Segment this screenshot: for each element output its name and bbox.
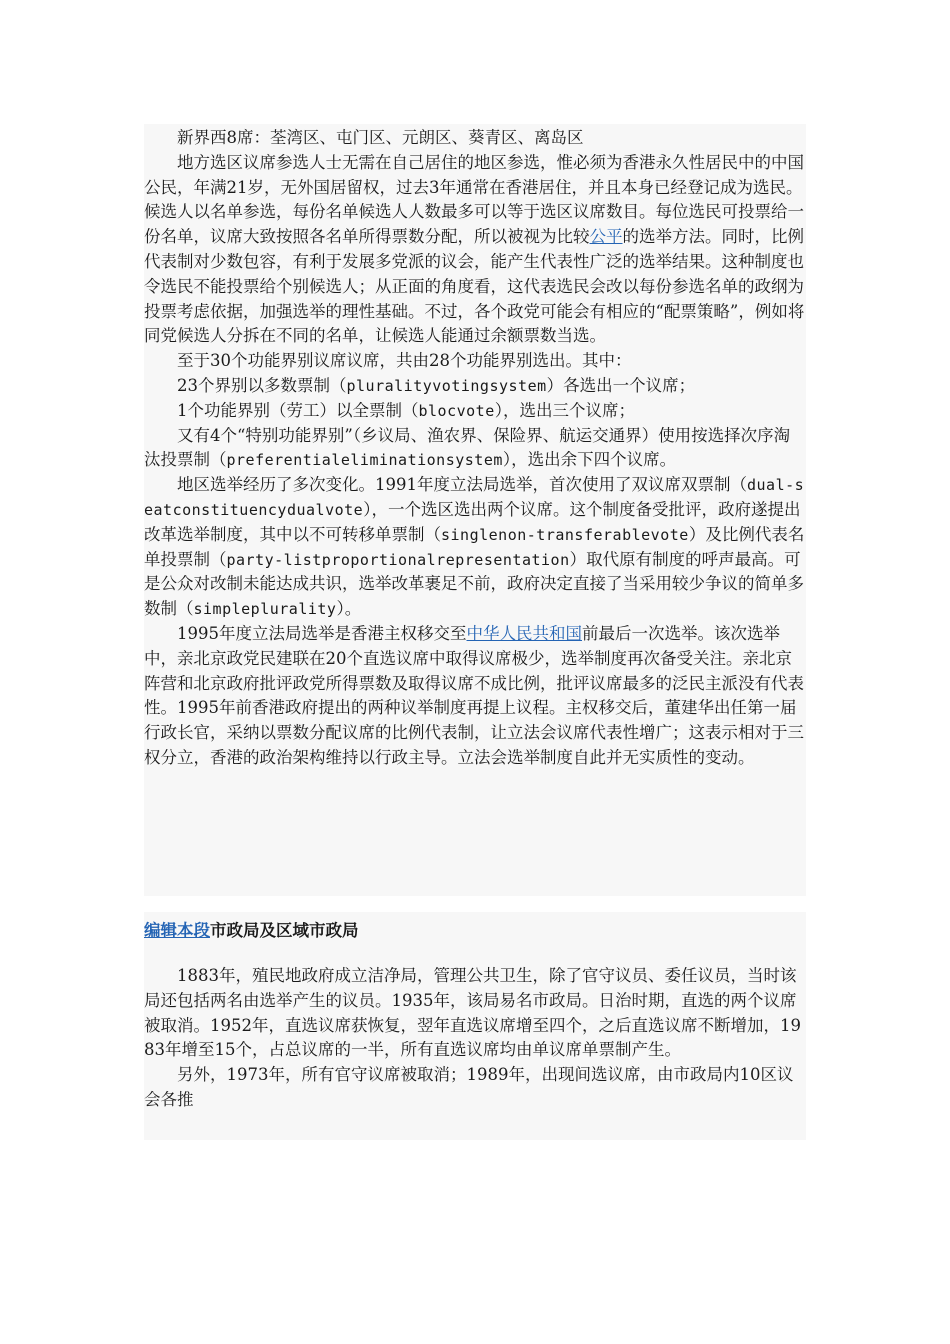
term-preferential: preferentialeliminationsystem	[226, 451, 503, 470]
paragraph-functional-intro: 至于30个功能界别议席议席，共由28个功能界别选出。其中：	[177, 351, 632, 371]
text-run: ）及比例代表名单投票制（	[144, 524, 805, 569]
term-simple-plurality: simpleplurality	[193, 600, 337, 619]
paragraph-1995-election	[144, 622, 806, 771]
text-run: ），一个选区选出两个议席。这个制度备受批评，政府遂提出改革选举制度，其中以不可转移单票制（	[144, 499, 801, 544]
text-run: ）取代原有制度的呼声最高。可是公众对改制未能达成共识，选举改革裹足不前，政府决定直接了当采用较少争议的简单多数制（	[144, 549, 804, 619]
text-run: ），选出三个议席；	[494, 400, 635, 420]
section-heading	[144, 918, 359, 944]
text-run: 1个功能界别（劳工）以全票制（	[177, 400, 419, 420]
article-section-legco	[144, 126, 806, 771]
term-party-list: party-listproportionalrepresentation	[226, 550, 570, 569]
text-run: 1995年度立法局选举是香港主权移交至	[177, 623, 467, 643]
term-sntv: singlenon-transferablevote	[441, 525, 689, 544]
paragraph-blocvote	[144, 399, 806, 424]
paragraph-plurality	[144, 374, 806, 399]
text-run: 23个界别以多数票制（	[177, 375, 347, 395]
paragraph-nt-west: 新界西8席：荃湾区、屯门区、元朗区、葵青区、离岛区	[177, 128, 584, 147]
paragraph-geographical-seats	[144, 151, 806, 349]
link-prc[interactable]: 中华人民共和国	[466, 623, 582, 643]
paragraph-sanitary-board: 1883年，殖民地政府成立洁净局，管理公共卫生，除了官守议员、委任议员，当时该局还包括两名由选举产生的议员。1935年，该局易名市政局。日治时期，直选的两个议席被取消。1952年，直选议席获恢复，翌年直选议席增至四个，之后直选议席不断增加，1983年增至15个，占总议席的一半，所有直选议席均由单议席单票制产生。	[144, 966, 801, 1060]
article-section-urban-council	[144, 964, 806, 1113]
paragraph-special-functional	[144, 424, 806, 474]
term-blocvote: blocvote	[418, 401, 495, 420]
text-run: ）。	[336, 599, 362, 619]
text-run: ）各选出一个议席；	[546, 375, 696, 395]
text-run: 又有4个“特别功能界别”（乡议局、渔农界、保险界、航运交通界）使用按选择次序淘汰投票制（	[144, 425, 791, 470]
text-run: 的选举方法。同时，比例代表制对少数包容，有利于发展多党派的议会，能产生代表性广泛的选举结果。这种制度也令选民不能投票给个别候选人；从正面的角度看，这代表选民会改以每份参选名单的政纲为投票考虑依据，加强选举的理性基础。不过，各个政党可能会有相应的“配票策略”，例如将同党候选人分拆在不同的名单，让候选人能通过余额票数当选。	[144, 227, 805, 346]
section-title: 市政局及区域市政局	[210, 921, 359, 940]
paragraph-1973-changes: 另外，1973年，所有官守议席被取消；1989年，出现间选议席，由市政局内10区议会各推	[144, 1065, 794, 1109]
edit-section-link[interactable]: 编辑本段	[144, 921, 210, 940]
link-fairness[interactable]: 公平	[589, 227, 623, 247]
text-run: ），选出余下四个议席。	[502, 450, 677, 470]
paragraph-regional-changes	[144, 473, 806, 622]
text-run: 地区选举经历了多次变化。1991年度立法局选举，首次使用了双议席双票制（	[177, 475, 747, 495]
term-dual-seat: dual-seatconstituencydualvote	[144, 476, 805, 519]
text-run: 地方选区议席参选人士无需在自己居住的地区参选，惟必须为香港永久性居民中的中国公民，年满21岁，无外国居留权，过去3年通常在香港居住，并且本身已经登记成为选民。候选人以名单参选，每份名单候选人人数最多可以等于选区议席数目。每位选民可投票给一份名单，议席大致按照各名单所得票数分配，所以被视为比较	[144, 152, 804, 247]
term-plurality: pluralityvotingsystem	[346, 376, 547, 395]
text-run: 前最后一次选举。该次选举中，亲北京政党民建联在20个直选议席中取得议席极少，选举制度再次备受关注。亲北京阵营和北京政府批评政党所得票数及取得议席不成比例，批评议席最多的泛民主派没有代表性。1995年前香港政府提出的两种议举制度再提上议程。主权移交后，董建华出任第一届行政长官，采纳以票数分配议席的比例代表制，让立法会议席代表性增广；这表示相对于三权分立，香港的政治架构维持以行政主导。立法会选举制度自此并无实质性的变动。	[144, 623, 804, 767]
